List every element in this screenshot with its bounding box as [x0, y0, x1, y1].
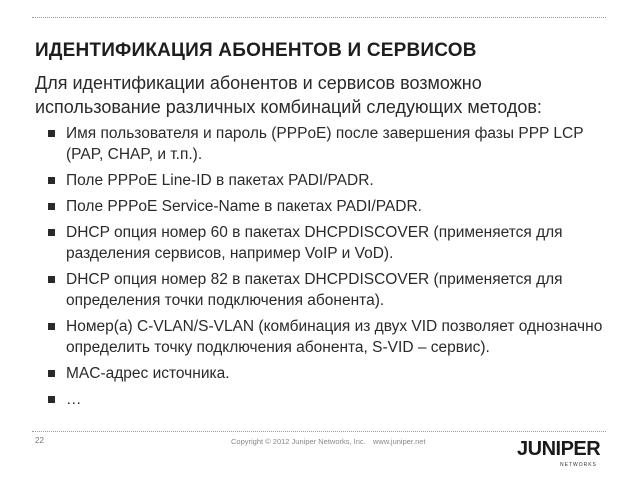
- square-bullet-icon: [48, 130, 55, 137]
- list-item-text: Поле PPPoE Service-Name в пакетах PADI/PADR.: [66, 198, 422, 215]
- list-item: [48, 363, 608, 384]
- list-item-text: MAC-адрес источника.: [66, 365, 230, 382]
- list-item: [48, 316, 608, 358]
- logo-wordmark: JUNIPER: [517, 438, 601, 460]
- intro-text: [35, 71, 615, 119]
- copyright-text: Copyright © 2012 Juniper Networks, Inc.: [231, 437, 366, 446]
- list-item-text: Номер(а) C-VLAN/S-VLAN (комбинация из двух VID позволяет однозначно определить точку подключения абонента, S-VID – сервис).: [66, 318, 603, 356]
- list-item: [48, 222, 608, 264]
- juniper-logo: [516, 433, 606, 471]
- top-divider: [32, 17, 606, 18]
- list-item-text: Поле PPPoE Line-ID в пакетах PADI/PADR.: [66, 172, 374, 189]
- list-item-text: DHCP опция номер 60 в пакетах DHCPDISCOVER (применяется для разделения сервисов, например VoIP и VoD).: [66, 224, 563, 262]
- website-link[interactable]: www.juniper.net: [373, 437, 426, 446]
- intro-line-1: Для идентификации абонентов и сервисов возможно: [35, 73, 482, 93]
- list-item-text: DHCP опция номер 82 в пакетах DHCPDISCOVER (применяется для определения точки подключения абонента).: [66, 271, 563, 309]
- list-item: [48, 123, 608, 165]
- square-bullet-icon: [48, 396, 55, 403]
- method-list: [48, 123, 608, 415]
- slide-title: ИДЕНТИФИКАЦИЯ АБОНЕНТОВ И СЕРВИСОВ: [35, 40, 477, 61]
- page-number: 22: [35, 436, 44, 445]
- square-bullet-icon: [48, 276, 55, 283]
- list-item: [48, 170, 608, 191]
- square-bullet-icon: [48, 323, 55, 330]
- intro-line-2: использование различных комбинаций следующих методов:: [35, 97, 542, 117]
- list-item: [48, 196, 608, 217]
- bottom-divider: [32, 431, 606, 432]
- list-item: [48, 269, 608, 311]
- list-item: [48, 389, 608, 410]
- square-bullet-icon: [48, 203, 55, 210]
- square-bullet-icon: [48, 229, 55, 236]
- list-item-text: …: [66, 391, 82, 408]
- logo-subtext: NETWORKS: [560, 462, 597, 468]
- square-bullet-icon: [48, 177, 55, 184]
- list-item-text: Имя пользователя и пароль (PPPoE) после завершения фазы PPP LCP (PAP, CHAP, и т.п.).: [66, 125, 584, 163]
- square-bullet-icon: [48, 370, 55, 377]
